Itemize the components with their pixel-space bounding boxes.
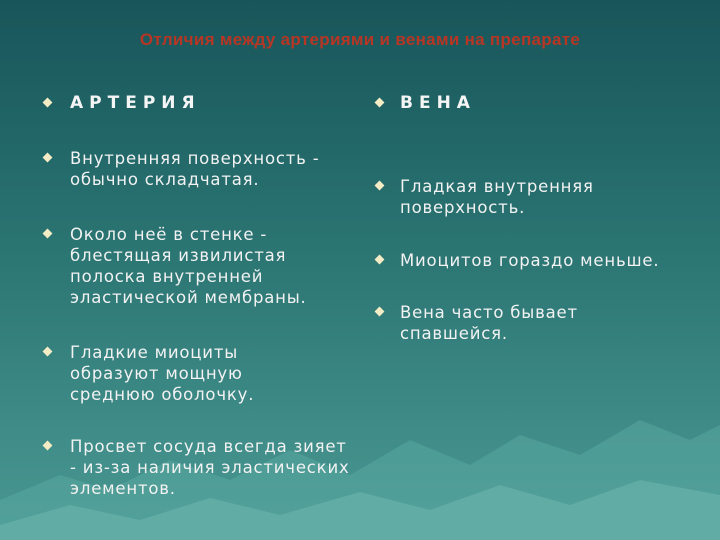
bullet-icon <box>43 153 53 163</box>
bullet-icon <box>375 181 385 191</box>
right-heading: ВЕНА <box>400 93 476 113</box>
left-item-3: Гладкие миоциты образуют мощную среднюю оболочку. <box>70 343 255 404</box>
slide-title: Отличия между артериями и венами на препарате <box>139 30 581 49</box>
left-item-2: Около неё в стенке - блестящая извилистая полоска внутренней эластической мембраны. <box>70 225 307 307</box>
right-item-3: Вена часто бывает спавшейся. <box>400 303 578 343</box>
bullet-icon <box>43 347 53 357</box>
left-item-1: Внутренняя поверхность - обычно складчатая. <box>70 149 320 189</box>
bullet-icon <box>375 255 385 265</box>
bullet-icon <box>375 98 385 108</box>
bullet-icon <box>375 307 385 317</box>
left-heading: АРТЕРИЯ <box>70 93 201 113</box>
bullet-icon <box>43 98 53 108</box>
left-item-4: Просвет сосуда всегда зияет - из-за наличия эластических элементов. <box>70 437 350 498</box>
right-item-2: Миоцитов гораздо меньше. <box>400 251 660 270</box>
bullet-icon <box>43 229 53 239</box>
right-item-1: Гладкая внутренняя поверхность. <box>400 177 594 217</box>
